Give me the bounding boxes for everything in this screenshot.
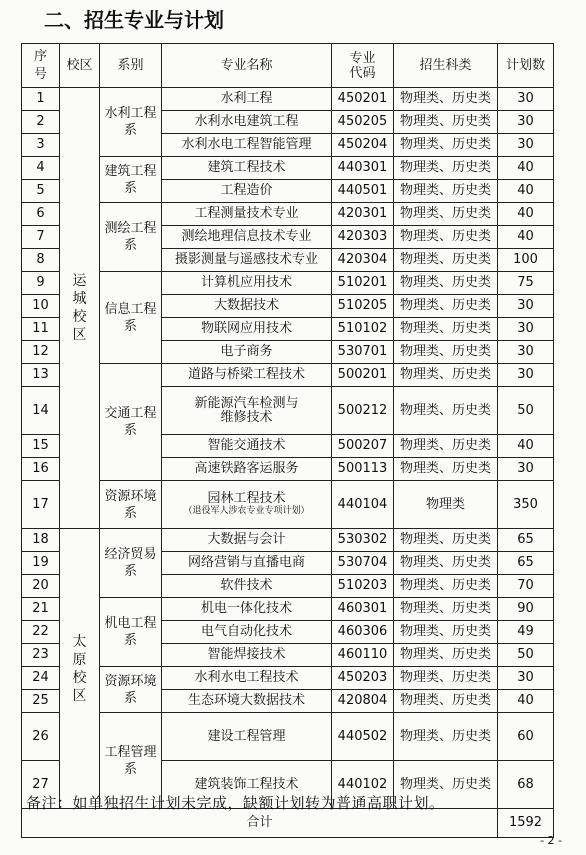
row-number: 23 (22, 644, 60, 667)
plan-count: 65 (498, 552, 554, 575)
major-name (162, 203, 332, 226)
header-code: 专业代码 (332, 44, 394, 88)
section-title: 二、招生专业与计划 (44, 8, 224, 32)
major-code: 420304 (332, 249, 394, 272)
major-name-text: 生态环境大数据技术 (187, 693, 305, 708)
table-header-row (22, 44, 554, 88)
major-name (162, 387, 332, 435)
major-name (162, 134, 332, 157)
subject-category: 物理类、历史类 (394, 318, 498, 341)
department-label: 资源环境系 (104, 488, 157, 521)
major-name-text: 摄影测量与遥感技术专业 (174, 252, 318, 267)
table-row (22, 598, 554, 621)
major-name-text: 物联网应用技术 (200, 321, 292, 336)
row-number: 6 (22, 203, 60, 226)
major-name (162, 644, 332, 667)
plan-count: 30 (498, 134, 554, 157)
row-number: 2 (22, 111, 60, 134)
major-name (162, 667, 332, 690)
major-name (162, 575, 332, 598)
row-number: 11 (22, 318, 60, 341)
department-label: 测绘工程系 (104, 221, 157, 253)
campus-label: 运城校区 (72, 273, 87, 343)
major-name (162, 552, 332, 575)
plan-count: 40 (498, 203, 554, 226)
major-name (162, 364, 332, 387)
table-row (22, 667, 554, 690)
table-row (22, 88, 554, 111)
department-cell (100, 598, 162, 667)
major-code: 420303 (332, 226, 394, 249)
major-name (162, 180, 332, 203)
major-name (162, 713, 332, 761)
row-number: 12 (22, 341, 60, 364)
header-campus: 校区 (60, 44, 100, 88)
major-name-text: 电气自动化技术 (200, 624, 292, 639)
major-name (162, 458, 332, 481)
major-code: 530704 (332, 552, 394, 575)
major-name-text: 水利水电建筑工程 (194, 114, 299, 129)
row-number: 21 (22, 598, 60, 621)
major-name (162, 111, 332, 134)
department-label: 经济贸易系 (104, 547, 157, 579)
major-code: 510203 (332, 575, 394, 598)
subject-category: 物理类、历史类 (394, 249, 498, 272)
major-name-text: 园林工程技术 (207, 491, 286, 506)
row-number: 20 (22, 575, 60, 598)
table-row (22, 481, 554, 529)
department-label: 交通工程系 (104, 406, 157, 438)
major-name-text: 网络营销与直播电商 (187, 555, 305, 570)
header-category: 招生科类 (394, 44, 498, 88)
major-name-text: 智能焊接技术 (207, 647, 286, 662)
major-name (162, 529, 332, 552)
plan-count: 40 (498, 157, 554, 180)
department-cell (100, 481, 162, 529)
major-name-text: 建设工程管理 (207, 728, 286, 744)
major-name-text: 水利水电工程技术 (194, 670, 299, 685)
department-label: 工程管理系 (104, 744, 157, 777)
major-code: 450205 (332, 111, 394, 134)
row-number: 27 (22, 761, 60, 809)
subject-category: 物理类、历史类 (394, 644, 498, 667)
plan-count: 40 (498, 435, 554, 458)
row-number: 14 (22, 387, 60, 435)
major-name (162, 598, 332, 621)
major-code: 500113 (332, 458, 394, 481)
row-number: 19 (22, 552, 60, 575)
subject-category: 物理类、历史类 (394, 621, 498, 644)
major-name-text: 水利工程 (220, 91, 273, 106)
major-note: （退役军人涉农专业专项计划） (183, 506, 310, 516)
major-name-text: 道路与桥梁工程技术 (187, 367, 305, 382)
subject-category: 物理类、历史类 (394, 272, 498, 295)
plan-count: 40 (498, 226, 554, 249)
major-name (162, 621, 332, 644)
footnote: 备注：如单独招生计划未完成，缺额计划转为普通高职计划。 (26, 794, 445, 812)
major-code: 530701 (332, 341, 394, 364)
major-code: 500201 (332, 364, 394, 387)
row-number: 26 (22, 713, 60, 761)
row-number: 16 (22, 458, 60, 481)
plan-count: 75 (498, 272, 554, 295)
major-code: 420804 (332, 690, 394, 713)
subject-category: 物理类、历史类 (394, 157, 498, 180)
subject-category: 物理类、历史类 (394, 458, 498, 481)
subject-category: 物理类、历史类 (394, 761, 498, 809)
subject-category: 物理类、历史类 (394, 598, 498, 621)
row-number: 18 (22, 529, 60, 552)
header-plan: 计划数 (498, 44, 554, 88)
major-name (162, 690, 332, 713)
plan-count: 30 (498, 458, 554, 481)
subject-category: 物理类、历史类 (394, 226, 498, 249)
department-label: 资源环境系 (104, 673, 157, 706)
major-code: 510201 (332, 272, 394, 295)
campus-cell (60, 88, 100, 529)
major-code: 450201 (332, 88, 394, 111)
header-major: 专业名称 (162, 44, 332, 88)
major-name (162, 157, 332, 180)
subject-category: 物理类、历史类 (394, 134, 498, 157)
plan-count: 30 (498, 341, 554, 364)
row-number: 17 (22, 481, 60, 529)
major-name-text: 电子商务 (220, 344, 273, 359)
table-row (22, 713, 554, 761)
total-value: 1592 (498, 809, 554, 838)
major-name (162, 481, 332, 529)
major-name (162, 226, 332, 249)
row-number: 10 (22, 295, 60, 318)
campus-label: 太原校区 (72, 633, 87, 704)
plan-count: 30 (498, 318, 554, 341)
plan-count: 49 (498, 621, 554, 644)
table-row (22, 364, 554, 387)
major-name-text: 软件技术 (220, 578, 273, 593)
subject-category: 物理类、历史类 (394, 529, 498, 552)
plan-count: 68 (498, 761, 554, 809)
plan-count: 30 (498, 111, 554, 134)
subject-category: 物理类、历史类 (394, 387, 498, 435)
campus-cell (60, 529, 100, 809)
major-name (162, 341, 332, 364)
plan-count: 40 (498, 180, 554, 203)
subject-category: 物理类、历史类 (394, 111, 498, 134)
major-code: 450203 (332, 667, 394, 690)
table-body (22, 88, 554, 809)
plan-count: 50 (498, 387, 554, 435)
table-row (22, 272, 554, 295)
row-number: 4 (22, 157, 60, 180)
table-row (22, 529, 554, 552)
major-name (162, 272, 332, 295)
table-row (22, 203, 554, 226)
major-code: 530302 (332, 529, 394, 552)
major-code: 440104 (332, 481, 394, 529)
department-label: 水利工程系 (104, 106, 157, 138)
subject-category: 物理类、历史类 (394, 203, 498, 226)
subject-category: 物理类、历史类 (394, 552, 498, 575)
major-name-text: 新能源汽车检测与维修技术 (194, 395, 299, 425)
major-name-text: 工程测量技术专业 (194, 206, 299, 221)
major-code: 450204 (332, 134, 394, 157)
subject-category: 物理类、历史类 (394, 180, 498, 203)
major-code: 460301 (332, 598, 394, 621)
plan-count: 100 (498, 249, 554, 272)
major-name-text: 水利水电工程智能管理 (181, 137, 312, 152)
plan-count: 30 (498, 364, 554, 387)
major-code: 510102 (332, 318, 394, 341)
major-code: 460306 (332, 621, 394, 644)
major-name-text: 测绘地理信息技术专业 (181, 229, 312, 244)
plan-count: 90 (498, 598, 554, 621)
header-no: 序号 (22, 44, 60, 88)
plan-count: 60 (498, 713, 554, 761)
major-name-text: 计算机应用技术 (200, 275, 292, 290)
major-name (162, 295, 332, 318)
major-code: 440102 (332, 761, 394, 809)
subject-category: 物理类、历史类 (394, 364, 498, 387)
page-number: - 2 - (540, 834, 562, 847)
department-label: 建筑工程系 (104, 163, 157, 196)
plan-count: 70 (498, 575, 554, 598)
plan-count: 350 (498, 481, 554, 529)
major-code: 440301 (332, 157, 394, 180)
row-number: 13 (22, 364, 60, 387)
major-name-text: 机电一体化技术 (200, 601, 292, 616)
row-number: 8 (22, 249, 60, 272)
major-code: 500207 (332, 435, 394, 458)
major-code: 460110 (332, 644, 394, 667)
subject-category: 物理类、历史类 (394, 295, 498, 318)
major-code: 440502 (332, 713, 394, 761)
department-cell (100, 203, 162, 272)
row-number: 24 (22, 667, 60, 690)
major-code: 500212 (332, 387, 394, 435)
major-name (162, 249, 332, 272)
major-name-text: 智能交通技术 (207, 438, 286, 453)
row-number: 3 (22, 134, 60, 157)
header-dept: 系别 (100, 44, 162, 88)
major-code: 510205 (332, 295, 394, 318)
row-number: 22 (22, 621, 60, 644)
row-number: 7 (22, 226, 60, 249)
row-number: 1 (22, 88, 60, 111)
major-name-text: 建筑装饰工程技术 (194, 776, 299, 792)
department-cell (100, 88, 162, 157)
major-name-text: 高速铁路客运服务 (194, 461, 299, 476)
major-code: 420301 (332, 203, 394, 226)
plan-count: 30 (498, 88, 554, 111)
department-label: 信息工程系 (104, 301, 157, 334)
major-name-text: 大数据技术 (213, 298, 279, 313)
plan-count: 50 (498, 644, 554, 667)
subject-category: 物理类、历史类 (394, 575, 498, 598)
row-number: 15 (22, 435, 60, 458)
subject-category: 物理类 (394, 481, 498, 529)
subject-category: 物理类、历史类 (394, 667, 498, 690)
major-name (162, 88, 332, 111)
subject-category: 物理类、历史类 (394, 88, 498, 111)
plan-count: 65 (498, 529, 554, 552)
department-cell (100, 667, 162, 713)
total-label: 合计 (22, 809, 498, 838)
department-cell (100, 157, 162, 203)
major-name (162, 435, 332, 458)
department-cell (100, 272, 162, 364)
row-number: 9 (22, 272, 60, 295)
subject-category: 物理类、历史类 (394, 341, 498, 364)
plan-count: 40 (498, 690, 554, 713)
major-code: 440501 (332, 180, 394, 203)
major-name-text: 建筑工程技术 (207, 160, 286, 175)
plan-count: 30 (498, 667, 554, 690)
major-name-text: 大数据与会计 (207, 532, 286, 547)
enrollment-plan-table (21, 43, 554, 838)
department-cell (100, 529, 162, 598)
subject-category: 物理类、历史类 (394, 713, 498, 761)
department-label: 机电工程系 (104, 616, 157, 648)
major-name-text: 工程造价 (220, 183, 273, 198)
plan-count: 30 (498, 295, 554, 318)
department-cell (100, 364, 162, 481)
table-row (22, 157, 554, 180)
row-number: 5 (22, 180, 60, 203)
row-number: 25 (22, 690, 60, 713)
major-name (162, 318, 332, 341)
subject-category: 物理类、历史类 (394, 435, 498, 458)
subject-category: 物理类、历史类 (394, 690, 498, 713)
